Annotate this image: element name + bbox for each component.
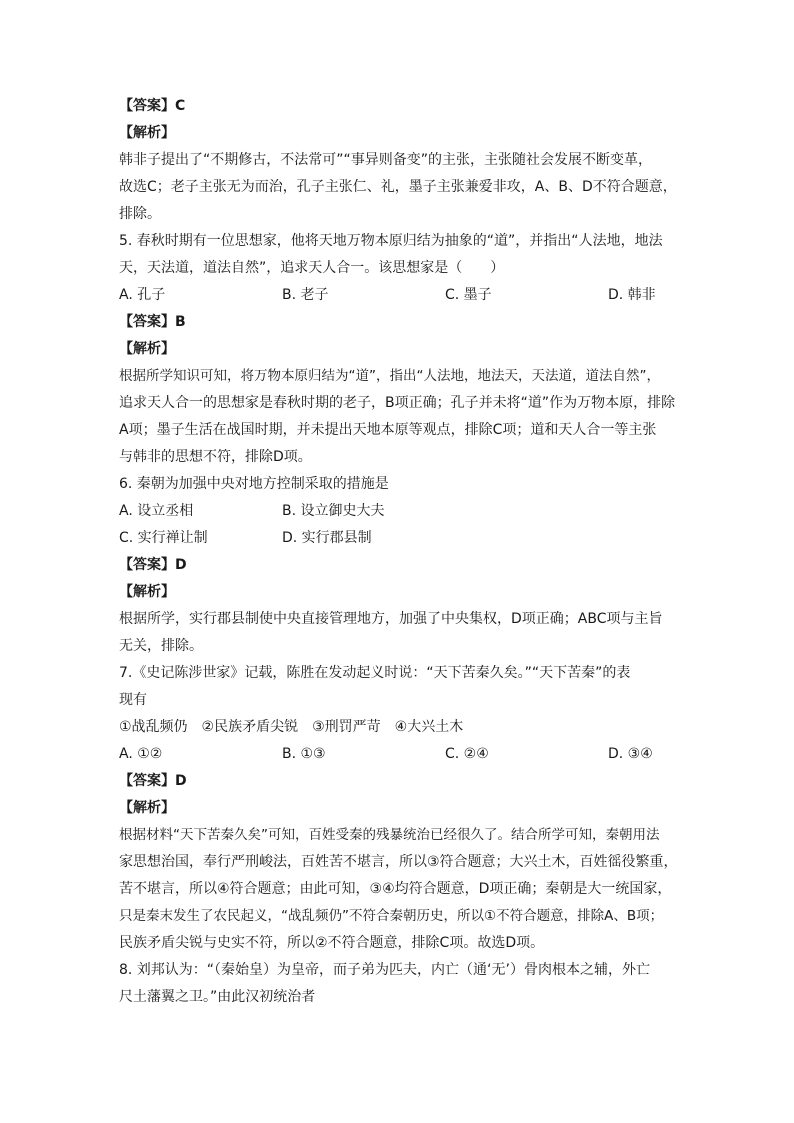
option-item: B. 设立御史大夫: [282, 503, 385, 519]
text-line: 6. 秦朝为加强中央对地方控制采取的措施是: [119, 476, 389, 492]
option-item: D. ③④: [608, 746, 653, 762]
option-item: B. 老子: [282, 287, 329, 303]
text-line: 【答案】C: [119, 98, 186, 114]
text-line: 尺土藩翼之卫。”由此汉初统治者: [119, 989, 316, 1005]
text-line: 家思想治国，奉行严刑峻法，百姓苦不堪言，所以③符合题意；大兴土木，百姓徭役繁重，: [119, 854, 678, 870]
option-item: B. ①③: [282, 746, 326, 762]
text-line: 【解析】: [119, 584, 175, 600]
option-item: A. ①②: [119, 746, 163, 762]
options-row: [119, 282, 679, 309]
options-row: [119, 741, 679, 768]
text-line: 韩非子提出了“不期修古，不法常可”“事异则备变”的主张，主张随社会发展不断变革，: [119, 152, 653, 168]
option-item: A. 孔子: [119, 287, 166, 303]
document-page: [119, 93, 679, 1011]
text-line: ①战乱频仍 ②民族矛盾尖锐 ③刑罚严苛 ④大兴土木: [119, 719, 464, 735]
options-row: [119, 525, 679, 552]
text-line: 7.《史记陈涉世家》记载，陈胜在发动起义时说：“天下苦秦久矣。”“天下苦秦”的表: [119, 665, 631, 681]
text-line: 民族矛盾尖锐与史实不符，所以②不符合题意，排除C项。故选D项。: [119, 935, 545, 951]
option-item: D. 实行郡县制: [282, 530, 372, 546]
option-item: D. 韩非: [608, 287, 656, 303]
text-line: 故选C；老子主张无为而治，孔子主张仁、礼，墨子主张兼爱非攻，A、B、D不符合题意，: [119, 179, 677, 195]
text-line: 【答案】D: [119, 557, 187, 573]
option-item: A. 设立丞相: [119, 503, 194, 519]
text-line: 天，天法道，道法自然”，追求天人合一。该思想家是（ ）: [119, 260, 505, 276]
text-line: 5. 春秋时期有一位思想家，他将天地万物本原归结为抽象的“道”，并指出“人法地，地法: [119, 233, 663, 249]
text-line: 根据所学知识可知，将万物本原归结为“道”，指出“人法地，地法天，天法道，道法自然”，: [119, 368, 660, 384]
text-line: 追求天人合一的思想家是春秋时期的老子，B项正确；孔子并未将“道”作为万物本原，排除: [119, 395, 676, 411]
text-line: 排除。: [119, 206, 161, 222]
text-line: 只是秦末发生了农民起义，“战乱频仍”不符合秦朝历史，所以①不符合题意，排除A、B项；: [119, 908, 664, 924]
text-line: 无关，排除。: [119, 638, 203, 654]
text-line: 【答案】B: [119, 314, 186, 330]
option-item: C. ②④: [445, 746, 489, 762]
text-line: 现有: [119, 692, 147, 708]
text-line: 与韩非的思想不符，排除D项。: [119, 449, 312, 465]
text-line: 【解析】: [119, 800, 175, 816]
text-line: 8. 刘邦认为：“（秦始皇）为皇帝，而子弟为匹夫，内亡（通‘无’）骨肉根本之辅，外亡: [119, 962, 650, 978]
text-line: 苦不堪言，所以④符合题意；由此可知，③④均符合题意，D项正确；秦朝是大一统国家，: [119, 881, 672, 897]
text-line: A项；墨子生活在战国时期，并未提出天地本原等观点，排除C项；道和天人合一等主张: [119, 422, 657, 438]
text-line: 根据所学，实行郡县制使中央直接管理地方，加强了中央集权，D项正确；ABC项与主旨: [119, 611, 663, 627]
text-line: 【解析】: [119, 341, 175, 357]
text-line: 根据材料“天下苦秦久矣”可知，百姓受秦的残暴统治已经很久了。结合所学可知，秦朝用法: [119, 827, 660, 843]
text-line: 【解析】: [119, 125, 175, 141]
option-item: C. 墨子: [445, 287, 492, 303]
text-line: 【答案】D: [119, 773, 187, 789]
options-row: [119, 498, 679, 525]
option-item: C. 实行禅让制: [119, 530, 208, 546]
